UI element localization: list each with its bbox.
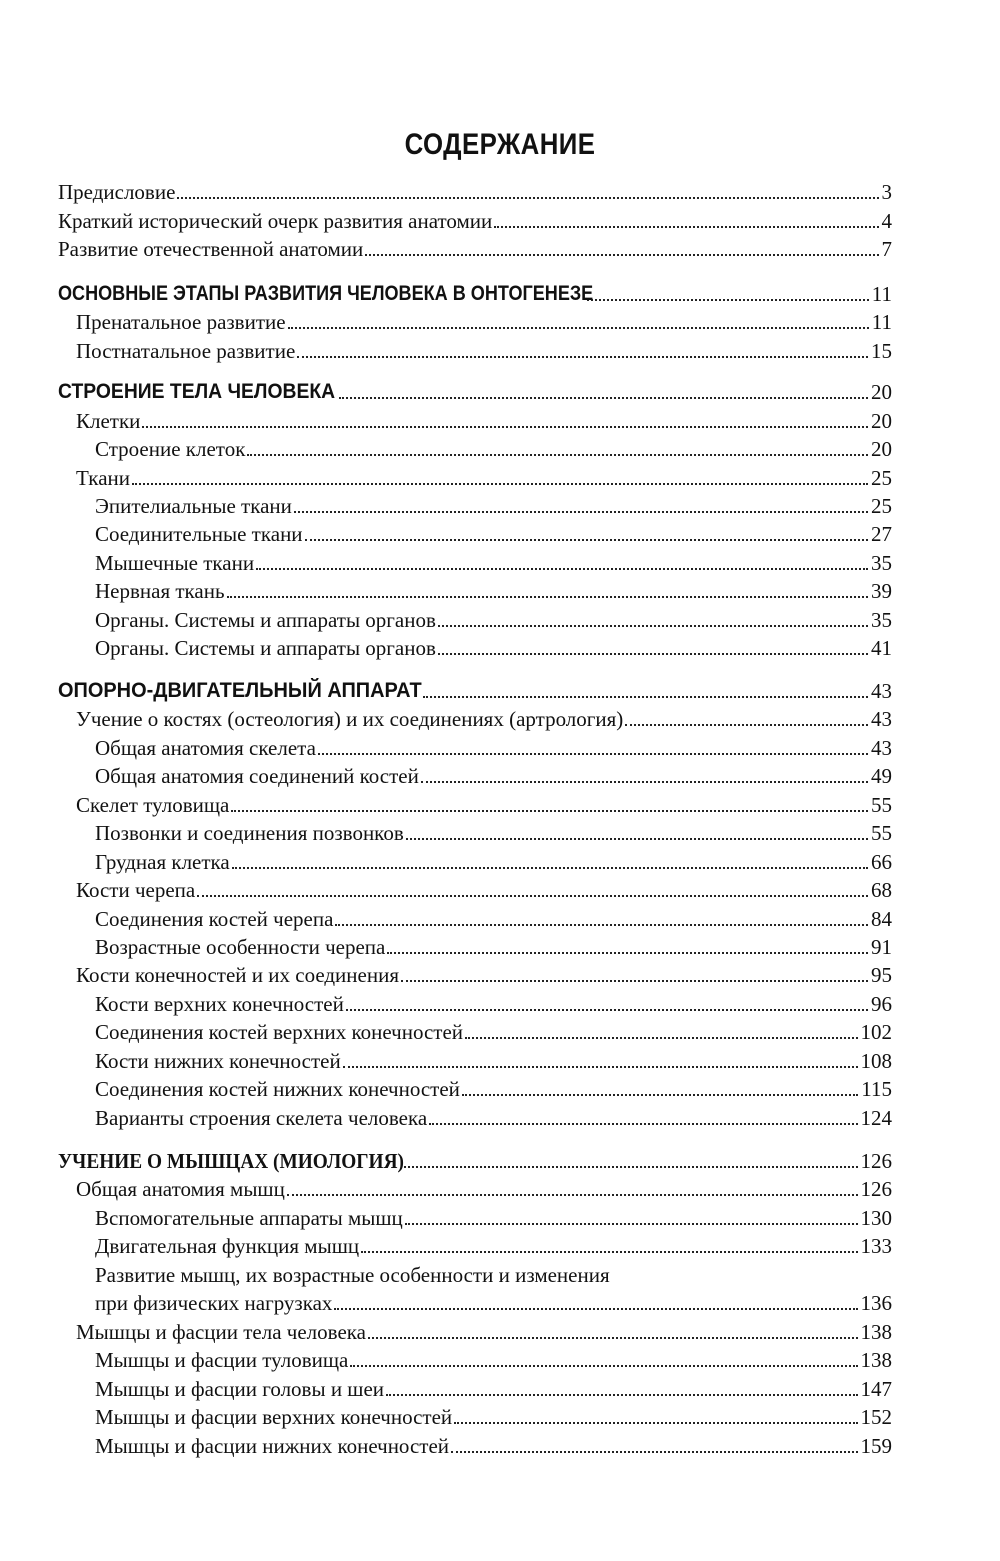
toc-entry-label: Ткани (76, 466, 130, 490)
toc-entry-label: ОПОРНО-ДВИГАТЕЛЬНЫЙ АППАРАТ (58, 679, 422, 702)
toc-entry[interactable] (95, 1344, 892, 1372)
dot-leader (405, 1223, 858, 1225)
dot-leader (288, 327, 869, 329)
toc-entry[interactable] (95, 1401, 892, 1429)
dot-leader (231, 810, 868, 812)
toc-entry-page: 147 (860, 1377, 892, 1401)
toc-entry-page: 68 (871, 878, 892, 902)
toc-entry[interactable] (95, 1045, 892, 1073)
toc-entry-page: 3 (881, 180, 892, 204)
toc-entry[interactable] (95, 1287, 892, 1315)
toc-entry-label: Мышцы и фасции тела человека (76, 1320, 366, 1344)
toc-entry[interactable] (95, 1430, 892, 1458)
toc-entry[interactable] (76, 959, 892, 987)
dot-leader (142, 426, 868, 428)
toc-entry[interactable] (76, 703, 892, 731)
toc-entry-label: Кости верхних конечностей (95, 992, 344, 1016)
toc-entry-page: 84 (871, 907, 892, 931)
toc-section-heading[interactable] (58, 376, 892, 404)
toc-entry[interactable] (95, 817, 892, 845)
toc-entry-label: Общая анатомия скелета (95, 736, 316, 760)
toc-entry-page: 130 (860, 1206, 892, 1230)
dot-leader (465, 1037, 857, 1039)
toc-entry[interactable] (95, 903, 892, 931)
toc-entry-label: Учение о костях (остеология) и их соединениях (артрология) (76, 707, 624, 731)
toc-entry-label-line1[interactable] (95, 1259, 610, 1287)
toc-entry-page: 66 (871, 850, 892, 874)
toc-section-heading[interactable] (58, 1145, 892, 1173)
toc-entry-page: 20 (871, 409, 892, 433)
toc-entry[interactable] (95, 931, 892, 959)
dot-leader (494, 226, 878, 228)
dot-leader (247, 454, 868, 456)
toc-entry-page: 27 (871, 522, 892, 546)
toc-entry-label: Соединения костей нижних конечностей (95, 1077, 460, 1101)
dot-leader (132, 483, 868, 485)
toc-entry[interactable] (76, 1316, 892, 1344)
toc-entry[interactable] (58, 233, 892, 261)
dot-leader (343, 1066, 858, 1068)
toc-entry-label: СТРОЕНИЕ ТЕЛА ЧЕЛОВЕКА (58, 380, 336, 403)
toc-entry-preface[interactable] (58, 176, 892, 204)
toc-entry[interactable] (95, 988, 892, 1016)
toc-entry-label: Мышцы и фасции головы и шеи (95, 1377, 385, 1401)
dot-leader (421, 781, 868, 783)
dot-leader (451, 1451, 857, 1453)
toc-entry-page: 35 (871, 608, 892, 632)
toc-entry-page: 25 (871, 466, 892, 490)
toc-entry-label: Соединительные ткани (95, 522, 303, 546)
dot-leader (404, 1166, 857, 1168)
toc-entry-label: Позвонки и соединения позвонков (95, 821, 404, 845)
toc-entry[interactable] (95, 732, 892, 760)
toc-entry[interactable] (95, 1073, 892, 1101)
toc-entry-label: Органы. Системы и аппараты органов (95, 608, 436, 632)
toc-entry-page: 55 (871, 821, 892, 845)
toc-entry[interactable] (76, 789, 892, 817)
toc-entry[interactable] (95, 632, 892, 660)
toc-entry-page: 39 (871, 579, 892, 603)
dot-leader (197, 895, 868, 897)
toc-section-heading[interactable] (58, 278, 892, 306)
dot-leader (587, 299, 868, 301)
toc-entry-page: 35 (871, 551, 892, 575)
toc-entry-label-continued: при физических нагрузках (95, 1291, 333, 1315)
dot-leader (361, 1251, 857, 1253)
toc-entry-page: 43 (871, 679, 892, 703)
dot-leader (335, 924, 868, 926)
toc-entry[interactable] (95, 433, 892, 461)
toc-entry-page: 4 (881, 209, 892, 233)
toc-entry-label: Общая анатомия соединений костей (95, 764, 419, 788)
toc-entry-label: УЧЕНИЕ О МЫШЦАХ (МИОЛОГИЯ) (58, 1149, 404, 1173)
toc-entry-page: 96 (871, 992, 892, 1016)
dot-leader (305, 539, 868, 541)
toc-entry-page: 20 (871, 437, 892, 461)
dot-leader (625, 724, 868, 726)
toc-entry-page: 25 (871, 494, 892, 518)
toc-entry-page: 133 (860, 1234, 892, 1258)
dot-leader (438, 625, 868, 627)
toc-entry-page: 7 (881, 237, 892, 261)
dot-leader (318, 753, 868, 755)
toc-entry-label: Мышечные ткани (95, 551, 255, 575)
toc-entry-label: Эпителиальные ткани (95, 494, 292, 518)
dot-leader (387, 952, 868, 954)
toc-entry[interactable] (95, 1230, 892, 1258)
dot-leader (368, 1337, 858, 1339)
toc-entry-page: 138 (860, 1320, 892, 1344)
toc-entry-page: 136 (860, 1291, 892, 1315)
toc-entry[interactable] (76, 306, 892, 334)
dot-leader (227, 596, 868, 598)
toc-entry-page: 108 (860, 1049, 892, 1073)
toc-entry-label: Варианты строения скелета человека (95, 1106, 428, 1130)
toc-entry-page: 95 (871, 963, 892, 987)
dot-leader (423, 696, 868, 698)
toc-entry-page: 20 (871, 380, 892, 404)
toc-entry-label: Предисловие (58, 180, 176, 204)
dot-leader (406, 838, 868, 840)
toc-entry-page: 41 (871, 636, 892, 660)
toc-entry-page: 49 (871, 764, 892, 788)
toc-entry[interactable] (95, 1016, 892, 1044)
toc-entry[interactable] (76, 874, 892, 902)
toc-entry-label: ОСНОВНЫЕ ЭТАПЫ РАЗВИТИЯ ЧЕЛОВЕКА В ОНТОГЕНЕЗЕ (58, 282, 594, 305)
toc-entry-label: Клетки (76, 409, 141, 433)
dot-leader (429, 1123, 857, 1125)
dot-leader (438, 653, 868, 655)
toc-entry[interactable] (95, 1373, 892, 1401)
toc-entry-label: Кости конечностей и их соединения (76, 963, 399, 987)
toc-entry[interactable] (95, 490, 892, 518)
toc-entry-page: 126 (860, 1149, 892, 1173)
toc-entry-page: 126 (860, 1177, 892, 1201)
toc-entry-page: 55 (871, 793, 892, 817)
toc-entry-page: 152 (860, 1405, 892, 1429)
toc-entry-label: Кости черепа (76, 878, 196, 902)
toc-entry-label: Строение клеток (95, 437, 246, 461)
dot-leader (287, 1194, 858, 1196)
toc-entry[interactable] (76, 405, 892, 433)
toc-entry-label: Двигательная функция мышц (95, 1234, 360, 1258)
toc-entry[interactable] (95, 575, 892, 603)
toc-entry-page: 43 (871, 736, 892, 760)
dot-leader (294, 511, 868, 513)
toc-entry-label: Соединения костей черепа (95, 907, 334, 931)
dot-leader (297, 356, 868, 358)
toc-entry-label: Соединения костей верхних конечностей (95, 1020, 464, 1044)
dot-leader (334, 1308, 857, 1310)
dot-leader (256, 568, 868, 570)
dot-leader (454, 1422, 857, 1424)
toc-entry[interactable] (58, 205, 892, 233)
dot-leader (346, 1009, 868, 1011)
toc-entry-page: 124 (860, 1106, 892, 1130)
dot-leader (386, 1394, 857, 1396)
dot-leader (365, 254, 878, 256)
toc-entry-label: Постнатальное развитие (76, 339, 296, 363)
dot-leader (232, 867, 868, 869)
toc-entry-page: 115 (861, 1077, 892, 1101)
toc-entry-label: Краткий исторический очерк развития анатомии (58, 209, 493, 233)
toc-entry-page: 11 (871, 310, 892, 334)
toc-entry-page: 159 (860, 1434, 892, 1458)
toc-section-heading[interactable] (58, 675, 892, 703)
toc-entry[interactable] (95, 760, 892, 788)
toc-entry-page: 43 (871, 707, 892, 731)
toc-entry[interactable] (95, 604, 892, 632)
toc-entry-label: Возрастные особенности черепа (95, 935, 386, 959)
toc-entry[interactable] (95, 1102, 892, 1130)
toc-entry-page: 15 (871, 339, 892, 363)
toc-entry-page: 138 (860, 1348, 892, 1372)
toc-entry-page: 102 (860, 1020, 892, 1044)
dot-leader (339, 397, 868, 399)
toc-entry-label: Кости нижних конечностей (95, 1049, 341, 1073)
dot-leader (462, 1094, 858, 1096)
toc-entry-label: Нервная ткань (95, 579, 225, 603)
toc-entry-label: Мышцы и фасции нижних конечностей (95, 1434, 450, 1458)
toc-entry-page: 91 (871, 935, 892, 959)
toc-entry[interactable] (95, 518, 892, 546)
toc-entry-label: Развитие мышц, их возрастные особенности и изменения (95, 1263, 610, 1287)
dot-leader (401, 980, 868, 982)
dot-leader (350, 1365, 857, 1367)
toc-entry-label: Мышцы и фасции туловища (95, 1348, 349, 1372)
toc-entry[interactable] (76, 462, 892, 490)
toc-entry-label: Скелет туловища (76, 793, 230, 817)
toc-entry[interactable] (76, 335, 892, 363)
toc-entry-label: Грудная клетка (95, 850, 230, 874)
toc-entry[interactable] (95, 1202, 892, 1230)
toc-entry-label: Общая анатомия мышц (76, 1177, 285, 1201)
toc-entry[interactable] (95, 846, 892, 874)
dot-leader (177, 197, 878, 199)
toc-entry-page: 11 (871, 282, 892, 306)
toc-entry-label: Органы. Системы и аппараты органов (95, 636, 436, 660)
toc-entry-label: Мышцы и фасции верхних конечностей (95, 1405, 453, 1429)
toc-entry[interactable] (76, 1173, 892, 1201)
toc-entry-label: Развитие отечественной анатомии (58, 237, 364, 261)
toc-entry[interactable] (95, 547, 892, 575)
toc-entry-label: Вспомогательные аппараты мышц (95, 1206, 403, 1230)
toc-entry-label: Пренатальное развитие (76, 310, 286, 334)
page-title: СОДЕРЖАНИЕ (404, 128, 596, 161)
